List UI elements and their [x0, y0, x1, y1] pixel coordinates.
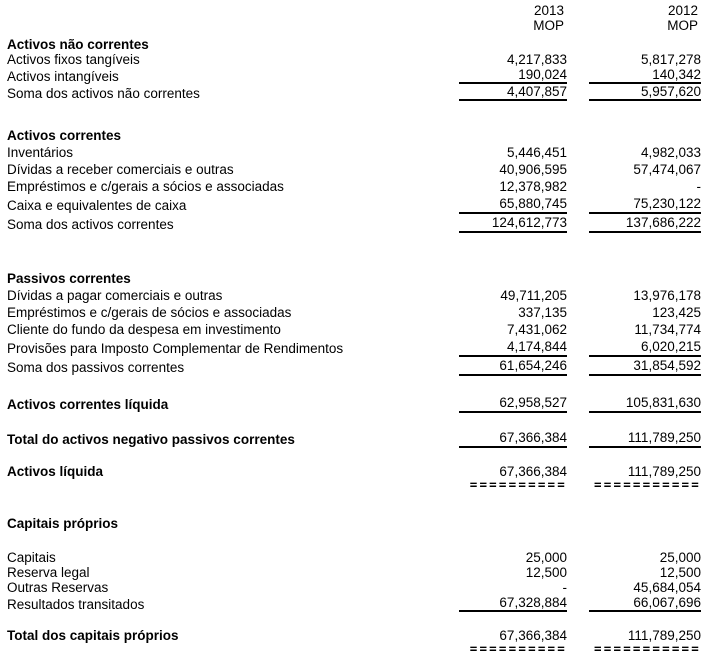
row-soma-activos-nao-correntes — [7, 84, 701, 101]
value-2013: 67,366,384 — [499, 464, 567, 479]
row-capitais — [7, 550, 701, 565]
row-label: Cliente do fundo da despesa em investimento — [7, 322, 281, 337]
row-outras-reservas — [7, 580, 701, 595]
row-label: Soma dos passivos correntes — [7, 360, 185, 375]
value-2013: 12,500 — [525, 565, 567, 580]
column-header-currency-row — [7, 18, 701, 33]
value-2012: 75,230,122 — [589, 195, 701, 214]
section-heading-activos-nao-correntes — [7, 37, 701, 52]
row-label: Caixa e equivalentes de caixa — [7, 198, 187, 213]
value-2013: 62,958,527 — [459, 394, 567, 413]
value-2013: 67,366,384 — [459, 429, 567, 448]
section-heading-capitais-proprios — [7, 516, 701, 531]
value-2013: 67,328,884 — [459, 595, 567, 612]
value-2012: 31,854,592 — [589, 357, 701, 376]
row-dividas-a-pagar — [7, 287, 701, 304]
value-2012: 111,789,250 — [589, 429, 701, 448]
value-2013: 40,906,595 — [499, 162, 567, 177]
section-capitais-proprios — [7, 550, 701, 612]
row-activos-correntes-liquida — [7, 394, 701, 413]
row-label: Dívidas a pagar comerciais e outras — [7, 288, 223, 303]
column-header-year-row — [7, 3, 701, 18]
row-label: Empréstimos e c/gerais de sócios e associadas — [7, 305, 292, 320]
row-inventarios — [7, 144, 701, 161]
row-caixa-equivalentes — [7, 195, 701, 214]
value-2012: - — [696, 179, 701, 194]
section-heading-label: Passivos correntes — [7, 271, 131, 286]
row-label: Total dos capitais próprios — [7, 628, 179, 643]
value-2012: 111,789,250 — [627, 628, 701, 643]
value-2012: 5,957,620 — [589, 84, 701, 101]
col-header-year-2012: 2012 — [667, 3, 698, 18]
double-rule-2013: ========== — [469, 641, 567, 656]
value-2013: 4,217,833 — [506, 52, 567, 67]
value-2013: 49,711,205 — [500, 288, 567, 303]
row-label: Soma dos activos correntes — [7, 217, 174, 232]
row-label: Activos fixos tangíveis — [7, 52, 140, 67]
col-header-year-2013: 2013 — [533, 3, 564, 18]
value-2012: 45,684,054 — [633, 580, 701, 595]
section-activos-nao-correntes — [7, 37, 701, 101]
row-label: Resultados transitados — [7, 597, 145, 612]
value-2013: 12,378,982 — [499, 179, 567, 194]
value-2012: 11,734,774 — [634, 322, 701, 337]
row-label: Soma dos activos não correntes — [7, 86, 200, 101]
value-2013: - — [562, 580, 567, 595]
section-heading-label: Activos correntes — [7, 128, 122, 143]
value-2012: 66,067,696 — [589, 595, 701, 612]
double-rule-2013: ========== — [469, 477, 567, 492]
row-label: Provisões para Imposto Complementar de Rendimentos — [7, 341, 344, 356]
row-label: Inventários — [7, 145, 74, 160]
value-2012: 5,817,278 — [640, 52, 701, 67]
row-label: Outras Reservas — [7, 580, 109, 595]
value-2012: 137,686,222 — [589, 214, 701, 233]
row-label: Capitais — [7, 550, 56, 565]
row-label: Reserva legal — [7, 565, 90, 580]
row-dividas-a-receber — [7, 161, 701, 178]
value-2012: 123,425 — [652, 305, 701, 320]
row-provisoes-imposto — [7, 338, 701, 357]
row-label: Activos líquida — [7, 464, 104, 479]
value-2013: 190,024 — [459, 67, 567, 84]
row-label: Activos intangíveis — [7, 69, 119, 84]
value-2012: 25,000 — [659, 550, 701, 565]
row-label: Dívidas a receber comerciais e outras — [7, 162, 234, 177]
value-2013: 4,174,844 — [459, 338, 567, 357]
value-2012: 111,789,250 — [627, 464, 701, 479]
value-2013: 337,135 — [518, 305, 567, 320]
row-emprestimos-a-socios — [7, 178, 701, 195]
value-2013: 67,366,384 — [499, 628, 567, 643]
section-heading-passivos-correntes — [7, 270, 701, 287]
value-2012: 57,474,067 — [633, 162, 701, 177]
value-2012: 4,982,033 — [640, 145, 701, 160]
value-2013: 25,000 — [525, 550, 567, 565]
double-rule-row-activos-liquida — [7, 479, 701, 490]
col-header-currency-2013: MOP — [533, 18, 564, 33]
row-label: Empréstimos e c/gerais a sócios e associadas — [7, 179, 284, 194]
row-soma-activos-correntes — [7, 214, 701, 233]
double-rule-2012: =========== — [594, 477, 701, 492]
row-emprestimos-de-socios — [7, 304, 701, 321]
value-2013: 65,880,745 — [459, 195, 567, 214]
row-label: Activos correntes líquida — [7, 397, 169, 412]
section-passivos-correntes — [7, 270, 701, 376]
value-2013: 124,612,773 — [459, 214, 567, 233]
value-2012: 105,831,630 — [589, 394, 701, 413]
value-2013: 61,654,246 — [459, 357, 567, 376]
value-2013: 7,431,062 — [506, 322, 567, 337]
row-soma-passivos-correntes — [7, 357, 701, 376]
section-heading-label: Capitais próprios — [7, 516, 119, 531]
row-activos-fixos-tangiveis — [7, 52, 701, 67]
value-2013: 4,407,857 — [459, 84, 567, 101]
value-2012: 12,500 — [659, 565, 701, 580]
row-total-activos-negativo-passivos — [7, 429, 701, 448]
value-2013: 5,446,451 — [506, 145, 567, 160]
value-2012: 13,976,178 — [633, 288, 701, 303]
row-label: Total do activos negativo passivos correntes — [7, 432, 295, 447]
value-2012: 140,342 — [589, 67, 701, 84]
value-2012: 6,020,215 — [589, 338, 701, 357]
row-reserva-legal — [7, 565, 701, 580]
section-heading-label: Activos não correntes — [7, 37, 149, 52]
row-activos-intangiveis — [7, 67, 701, 84]
row-cliente-fundo-despesa — [7, 321, 701, 338]
col-header-currency-2012: MOP — [667, 18, 698, 33]
row-resultados-transitados — [7, 595, 701, 612]
double-rule-2012: =========== — [594, 641, 701, 656]
section-activos-correntes — [7, 127, 701, 233]
section-heading-activos-correntes — [7, 127, 701, 144]
